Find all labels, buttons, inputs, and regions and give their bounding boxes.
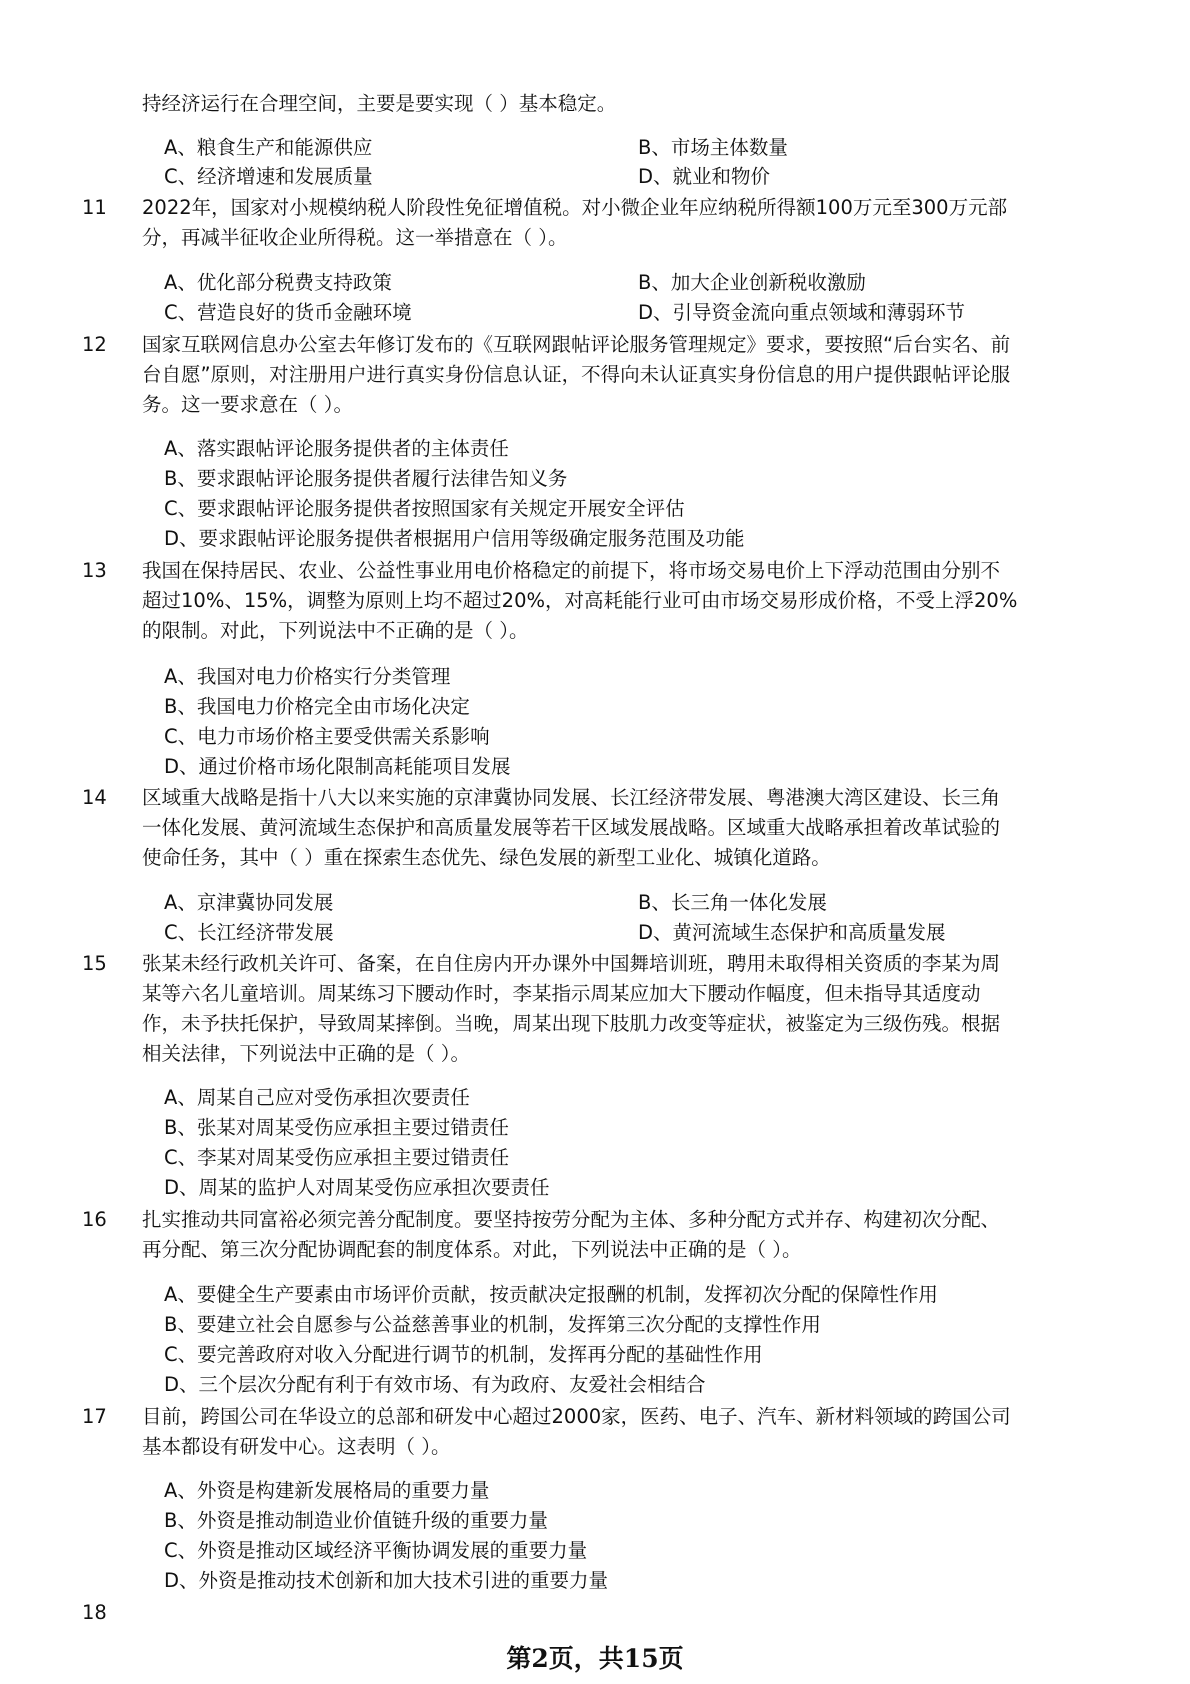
- q15-stem-line: 相关法律，下列说法中正确的是（ ）。: [142, 1042, 470, 1065]
- q13-option-b: B、我国电力价格完全由市场化决定: [164, 695, 470, 718]
- q17-number: 17: [82, 1405, 107, 1428]
- q14-stem-line: 一体化发展、黄河流域生态保护和高质量发展等若干区域发展战略。区域重大战略承担着改革试验的: [142, 816, 1001, 839]
- q17-option-c: C、外资是推动区域经济平衡协调发展的重要力量: [164, 1539, 588, 1562]
- q16-option-d: D、三个层次分配有利于有效市场、有为政府、友爱社会相结合: [164, 1373, 706, 1396]
- q11-stem: [142, 193, 1082, 253]
- q17-stem: [142, 1402, 1082, 1462]
- q11-number: 11: [82, 196, 107, 219]
- q14-option-a: A、京津冀协同发展: [164, 891, 334, 914]
- q17-option-d: D、外资是推动技术创新和加大技术引进的重要力量: [164, 1569, 609, 1592]
- q15-stem: [142, 949, 1082, 1069]
- q12-option-c: C、要求跟帖评论服务提供者按照国家有关规定开展安全评估: [164, 497, 685, 520]
- q13-option-a: A、我国对电力价格实行分类管理: [164, 665, 451, 688]
- q11-option-d: D、引导资金流向重点领域和薄弱环节: [638, 301, 966, 324]
- q10-option-c: C、经济增速和发展质量: [164, 165, 373, 188]
- q15-option-c: C、李某对周某受伤应承担主要过错责任: [164, 1146, 510, 1169]
- q12-number: 12: [82, 333, 107, 356]
- q13-stem-line: 的限制。对此，下列说法中不正确的是（ ）。: [142, 619, 529, 642]
- q16-stem-line: 扎实推动共同富裕必须完善分配制度。要坚持按劳分配为主体、多种分配方式并存、构建初次分配、: [142, 1208, 1001, 1231]
- q12-option-d: D、要求跟帖评论服务提供者根据用户信用等级确定服务范围及功能: [164, 527, 745, 550]
- q18-number: 18: [82, 1601, 107, 1624]
- q11-stem-line: 分，再减半征收企业所得税。这一举措意在（ ）。: [142, 226, 568, 249]
- q15-stem-line: 作，未予扶托保护，导致周某摔倒。当晚，周某出现下肢肌力改变等症状，被鉴定为三级伤残。根据: [142, 1012, 1001, 1035]
- q16-stem: [142, 1205, 1082, 1265]
- q14-stem: [142, 783, 1082, 873]
- q14-option-c: C、长江经济带发展: [164, 921, 334, 944]
- q16-number: 16: [82, 1208, 107, 1231]
- q17-stem-line: 目前，跨国公司在华设立的总部和研发中心超过2000家，医药、电子、汽车、新材料领域的跨国公司: [142, 1405, 1011, 1428]
- q11-stem-line: 2022年，国家对小规模纳税人阶段性免征增值税。对小微企业年应纳税所得额100万元至300万元部: [142, 196, 1008, 219]
- q15-option-a: A、周某自己应对受伤承担次要责任: [164, 1086, 470, 1109]
- q17-option-a: A、外资是构建新发展格局的重要力量: [164, 1479, 490, 1502]
- q14-option-d: D、黄河流域生态保护和高质量发展: [638, 921, 946, 944]
- q14-stem-line: 区域重大战略是指十八大以来实施的京津冀协同发展、长江经济带发展、粤港澳大湾区建设、长三角: [142, 786, 1001, 809]
- q13-stem: [142, 556, 1082, 646]
- q14-number: 14: [82, 786, 107, 809]
- q13-stem-line: 超过10%、15%，调整为原则上均不超过20%，对高耗能行业可由市场交易形成价格，不受上浮20%: [142, 589, 1018, 612]
- page-number-footer: 第2页，共15页: [506, 1644, 684, 1673]
- q13-number: 13: [82, 559, 107, 582]
- q16-stem-line: 再分配、第三次分配协调配套的制度体系。对此，下列说法中正确的是（ ）。: [142, 1238, 802, 1261]
- q12-stem-line: 台自愿”原则，对注册用户进行真实身份信息认证，不得向未认证真实身份信息的用户提供跟帖评论服: [142, 363, 1011, 386]
- q15-stem-line: 张某未经行政机关许可、备案，在自住房内开办课外中国舞培训班，聘用未取得相关资质的李某为周: [142, 952, 1001, 975]
- q16-option-a: A、要健全生产要素由市场评价贡献，按贡献决定报酬的机制，发挥初次分配的保障性作用: [164, 1283, 938, 1306]
- q12-stem: [142, 330, 1082, 420]
- q15-number: 15: [82, 952, 107, 975]
- q10-option-b: B、市场主体数量: [638, 136, 788, 159]
- q15-option-d: D、周某的监护人对周某受伤应承担次要责任: [164, 1176, 550, 1199]
- q10-option-a: A、粮食生产和能源供应: [164, 136, 373, 159]
- q12-option-b: B、要求跟帖评论服务提供者履行法律告知义务: [164, 467, 568, 490]
- q14-option-b: B、长三角一体化发展: [638, 891, 827, 914]
- q16-option-c: C、要完善政府对收入分配进行调节的机制，发挥再分配的基础性作用: [164, 1343, 763, 1366]
- q13-option-c: C、电力市场价格主要受供需关系影响: [164, 725, 490, 748]
- q11-option-c: C、营造良好的货币金融环境: [164, 301, 412, 324]
- q14-stem-line: 使命任务，其中（ ）重在探索生态优先、绿色发展的新型工业化、城镇化道路。: [142, 846, 831, 869]
- q15-option-b: B、张某对周某受伤应承担主要过错责任: [164, 1116, 509, 1139]
- q13-option-d: D、通过价格市场化限制高耗能项目发展: [164, 755, 511, 778]
- q10-stem-continuation: 持经济运行在合理空间，主要是要实现（ ）基本稳定。: [142, 92, 617, 115]
- q12-stem-line: 国家互联网信息办公室去年修订发布的《互联网跟帖评论服务管理规定》要求，要按照“后台实名、前: [142, 333, 1011, 356]
- q15-stem-line: 某等六名儿童培训。周某练习下腰动作时，李某指示周某应加大下腰动作幅度，但未指导其适度动: [142, 982, 981, 1005]
- q10-option-d: D、就业和物价: [638, 165, 771, 188]
- q16-option-b: B、要建立社会自愿参与公益慈善事业的机制，发挥第三次分配的支撑性作用: [164, 1313, 821, 1336]
- q13-stem-line: 我国在保持居民、农业、公益性事业用电价格稳定的前提下，将市场交易电价上下浮动范围由分别不: [142, 559, 1001, 582]
- q12-stem-line: 务。这一要求意在（ ）。: [142, 393, 353, 416]
- q17-option-b: B、外资是推动制造业价值链升级的重要力量: [164, 1509, 548, 1532]
- q12-option-a: A、落实跟帖评论服务提供者的主体责任: [164, 437, 509, 460]
- q11-option-b: B、加大企业创新税收激励: [638, 271, 866, 294]
- q17-stem-line: 基本都设有研发中心。这表明（ ）。: [142, 1435, 451, 1458]
- q11-option-a: A、优化部分税费支持政策: [164, 271, 392, 294]
